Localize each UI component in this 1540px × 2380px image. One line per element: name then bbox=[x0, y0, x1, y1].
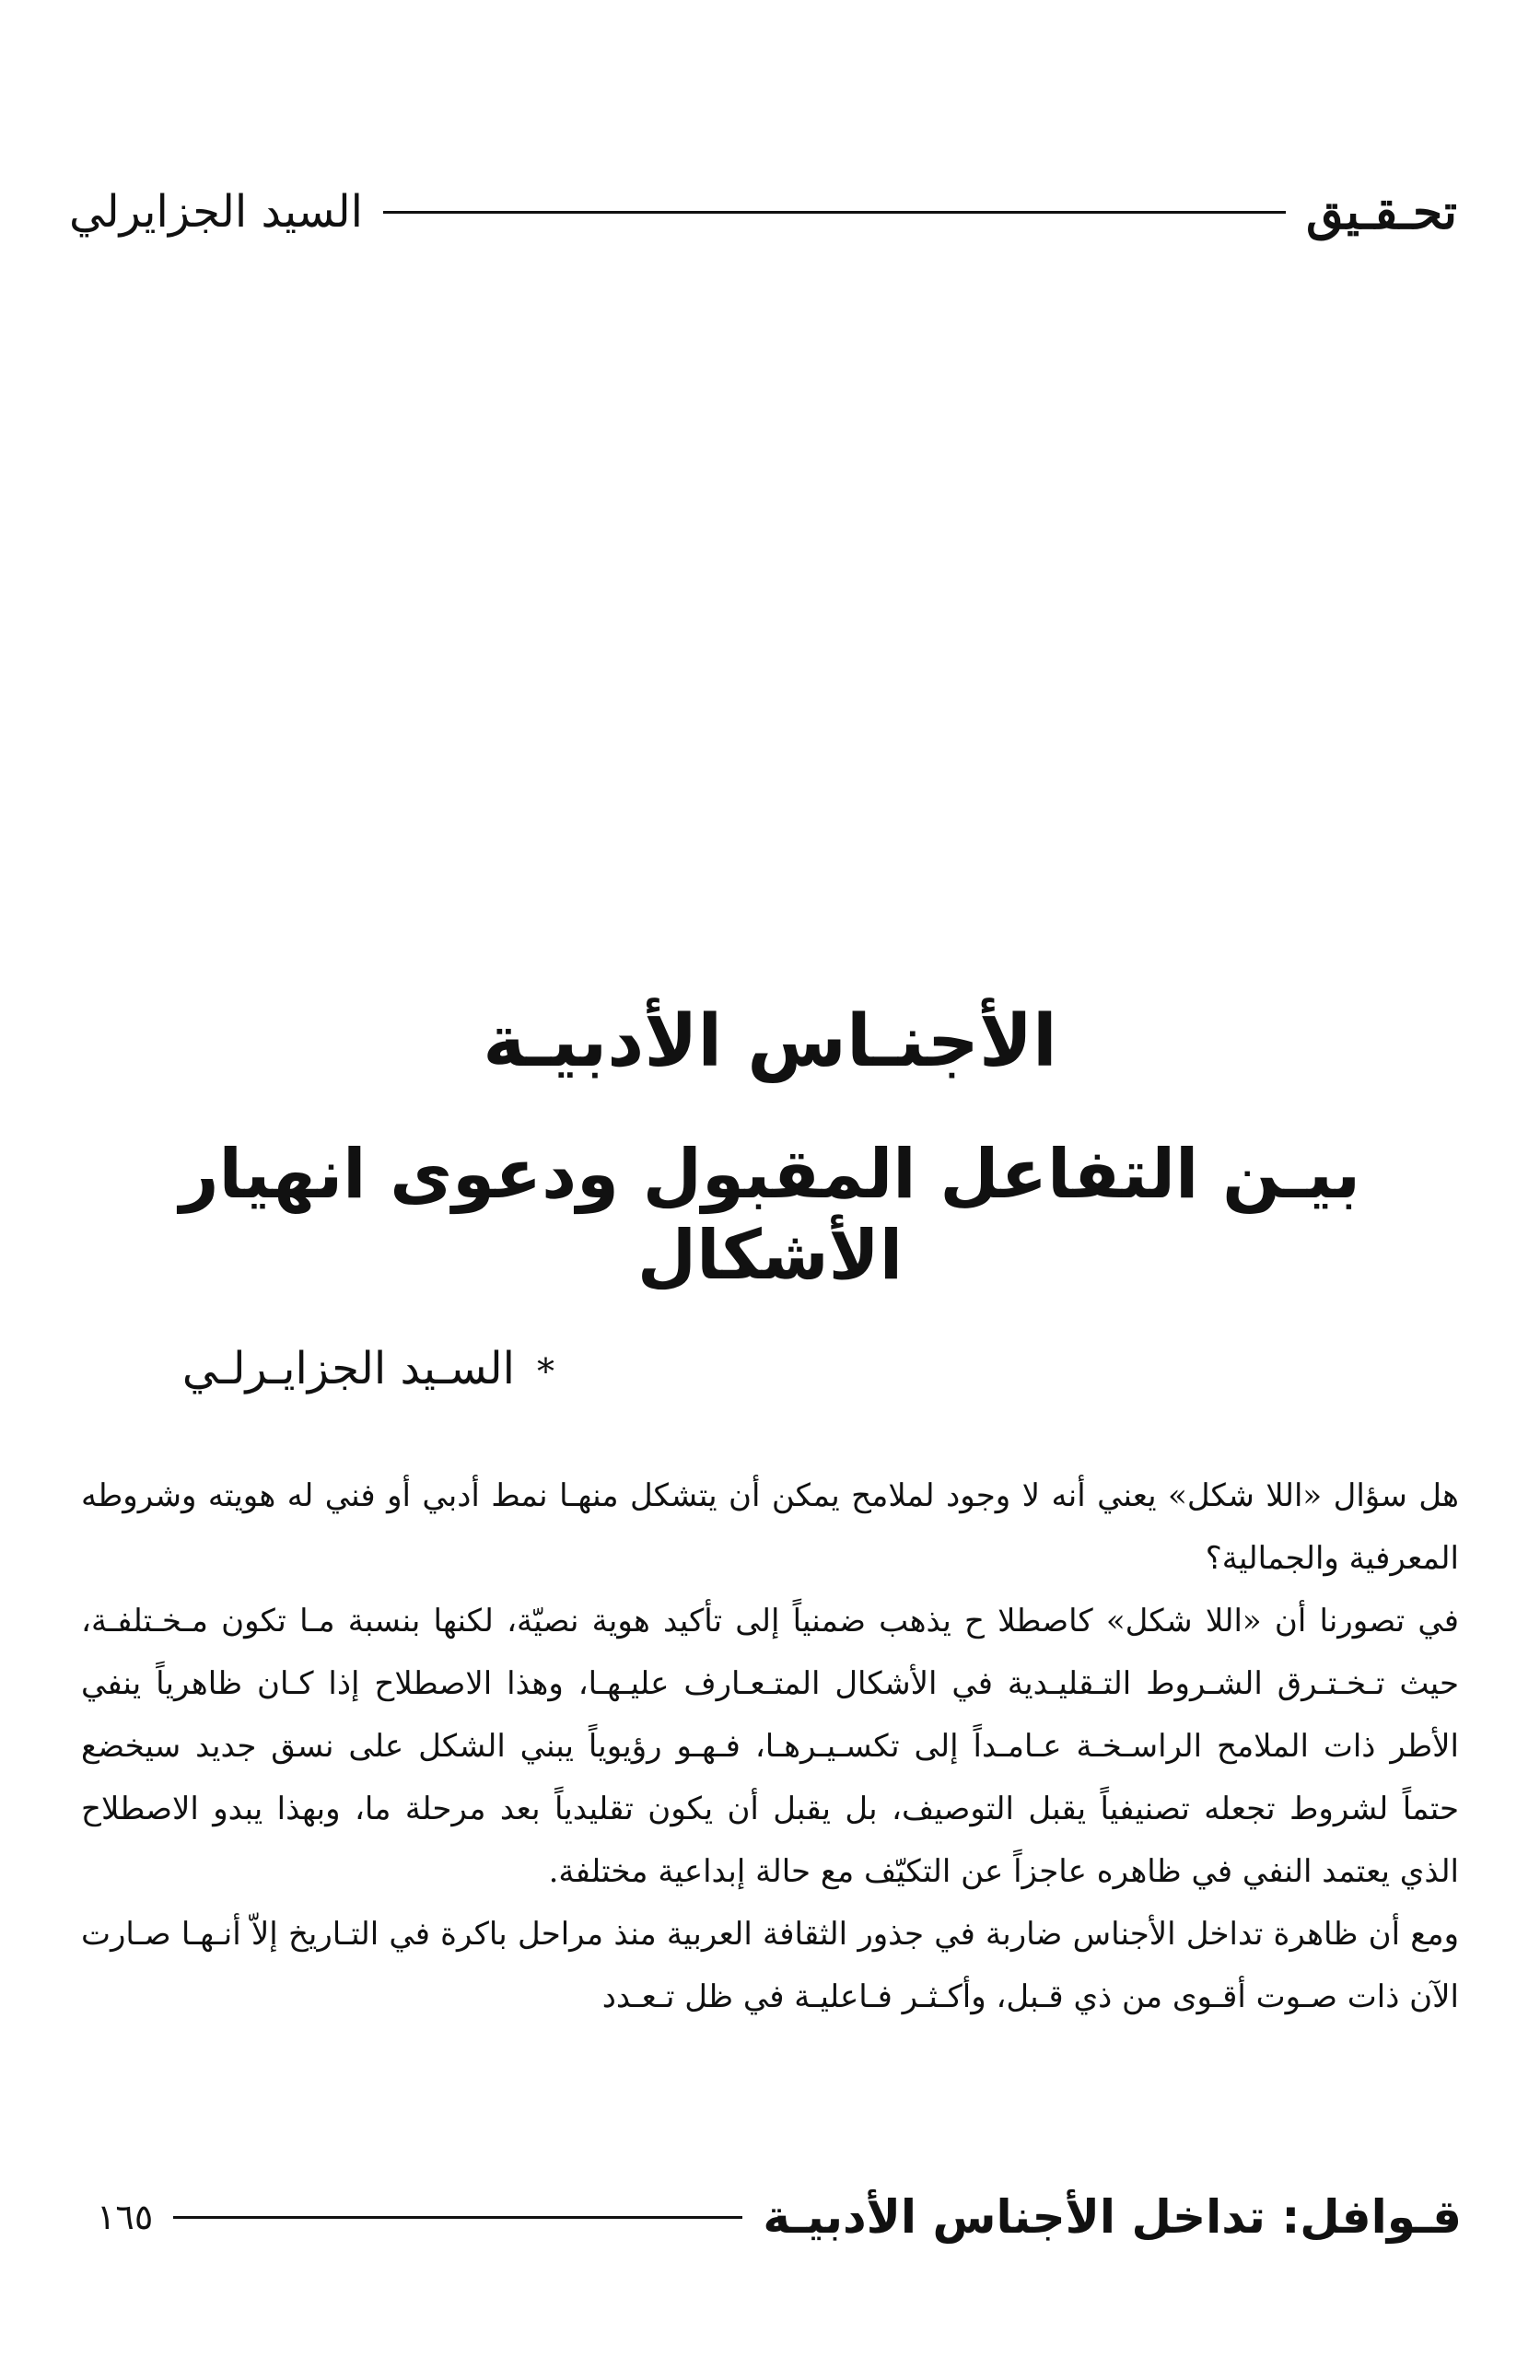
running-footer bbox=[97, 2185, 1462, 2249]
article-subtitle: بيـن التفاعل المقبول ودعوى انهيار الأشكال bbox=[179, 1134, 1361, 1296]
footer-rule bbox=[173, 2216, 742, 2219]
article-title: الأجنـاس الأدبيـة bbox=[483, 1000, 1057, 1083]
body-paragraph: ومع أن ظاهرة تداخل الأجناس ضاربة في جذور الثقافة العربية منذ مراحل باكرة في التـاريخ إلاّ أنـهـا صـارت الآن ذات صـوت أقـوى من ذي قـبل، وأكـثـر فـاعليـة في ظل تـعـدد bbox=[81, 1916, 1459, 2015]
article-body bbox=[81, 1464, 1459, 2028]
byline bbox=[182, 1343, 554, 1394]
header-section-label: تحـقـيق bbox=[1306, 183, 1457, 240]
body-paragraph: في تصورنا أن «اللا شكل» كاصطلا ح يذهب ضمنياً إلى تأكيد هوية نصيّة، لكنها بنسبة مـا تكون مـخـتلفـة، حيث تـخـتـرق الشـروط التـقليـدية في الأشكال المتـعـارف عليـهـا، وهذا الاصطلاح إذا كـان ظاهرياً ينفي الأطر ذات الملامح الراسـخـة عـامـداً إلى تكسـيـرهـا، فـهـو رؤيوياً يبني الشكل على نسق جديد سيخضع حتماً لشروط تجعله تصنيفياً يقبل التوصيف، بل يقبل أن يكون تقليدياً بعد مرحلة ما، وبهذا يبدو الاصطلاح الذي يعتمد النفي في ظاهره عاجزاً عن التكيّف مع حالة إبداعية مختلفة. bbox=[81, 1603, 1459, 1890]
article-title-block bbox=[138, 999, 1402, 1297]
header-rule bbox=[383, 211, 1286, 214]
running-header bbox=[69, 180, 1457, 244]
page-number: ١٦٥ bbox=[97, 2197, 154, 2237]
byline-asterisk: * bbox=[537, 1351, 554, 1392]
footer-journal-title: قـوافل: تداخل الأجناس الأدبيـة bbox=[763, 2190, 1462, 2244]
byline-author: السـيد الجزايـرلـي bbox=[181, 1343, 515, 1394]
body-paragraph: هل سؤال «اللا شكل» يعني أنه لا وجود لملامح يمكن أن يتشكل منهـا نمط أدبي أو فني له هويته وشروطه المعرفية والجمالية؟ bbox=[81, 1477, 1459, 1577]
header-author: السيد الجزايرلي bbox=[69, 186, 363, 238]
